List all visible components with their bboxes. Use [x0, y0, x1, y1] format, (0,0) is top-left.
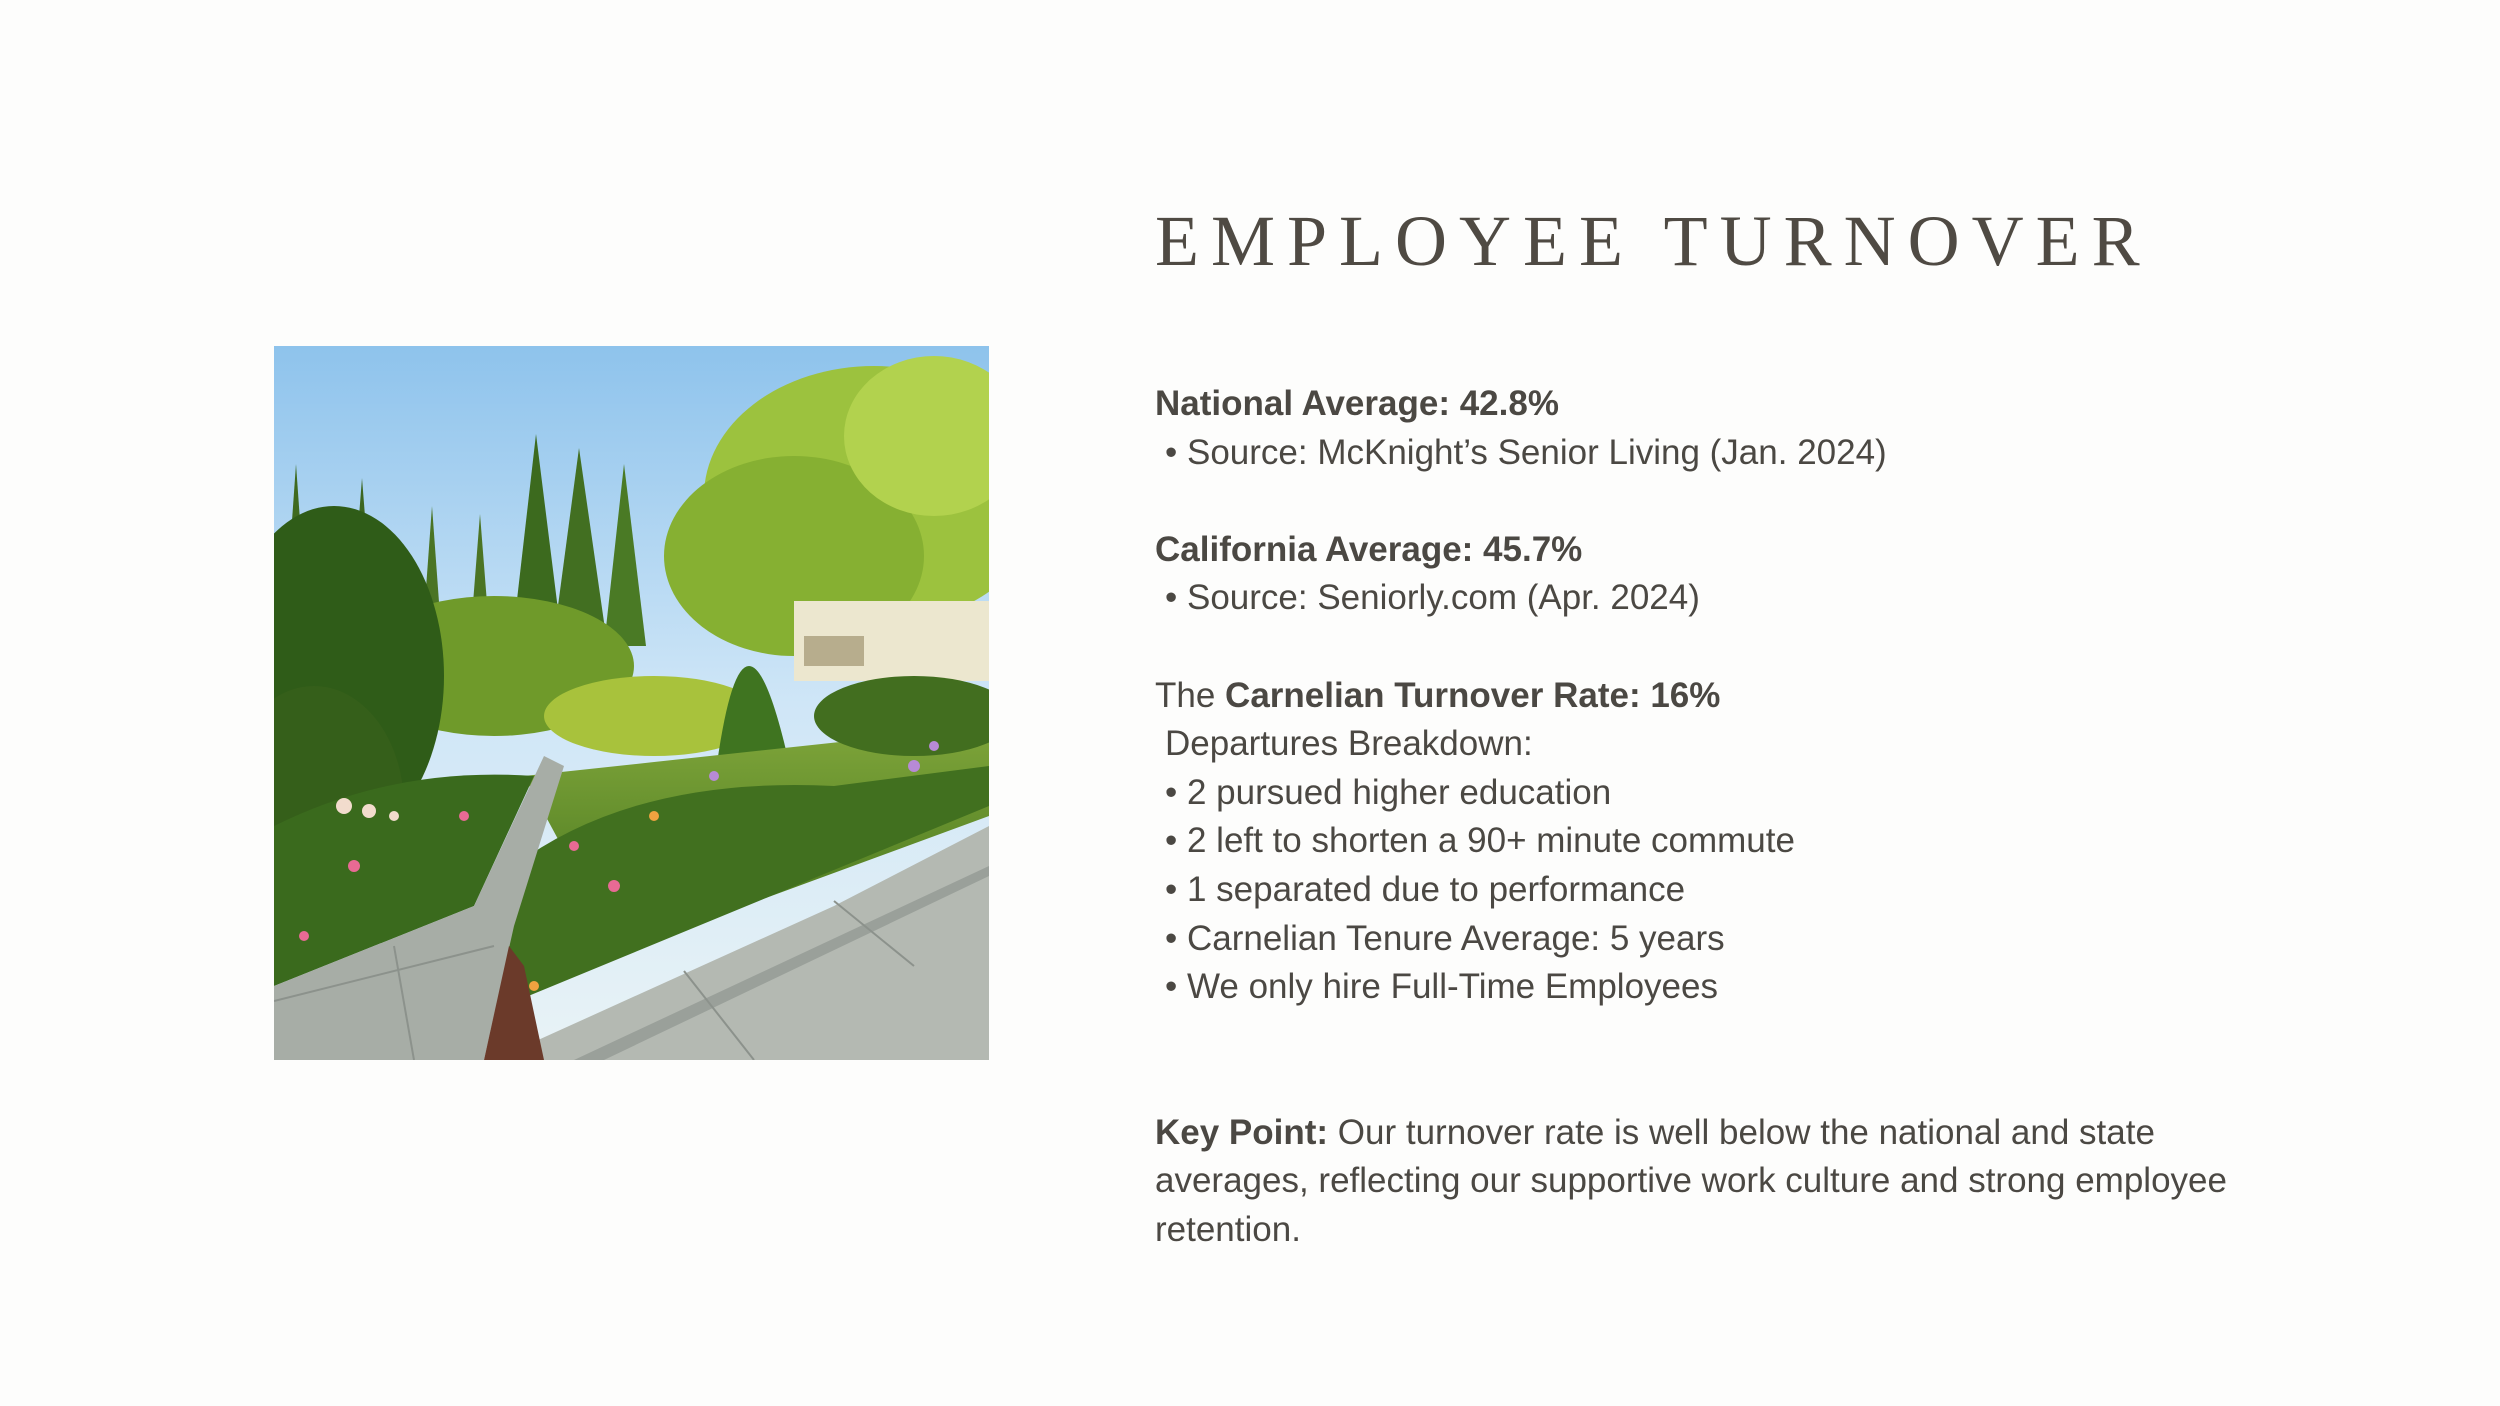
turnover-content — [1155, 380, 2265, 1255]
key-point — [1155, 1109, 2265, 1255]
national-average: National Average: 42.8% — [1155, 384, 1559, 423]
hiring-bullet: • We only hire Full-Time Employees — [1165, 967, 1718, 1007]
key-point-label: Key Point: — [1155, 1112, 1329, 1152]
carnelian-prefix: The — [1155, 675, 1226, 715]
garden-photo — [274, 346, 989, 1060]
slide-title: EMPLOYEE TURNOVER — [1155, 201, 2152, 281]
departure-bullet: • 1 separated due to performance — [1165, 869, 1686, 909]
departure-bullet: • 2 left to shorten a 90+ minute commute — [1165, 821, 1795, 861]
tenure-bullet: • Carnelian Tenure Average: 5 years — [1165, 918, 1725, 958]
departures-heading: Departures Breakdown: — [1165, 724, 1533, 764]
carnelian-rate — [1155, 672, 2265, 721]
national-source: • Source: McKnight’s Senior Living (Jan. 2024) — [1165, 432, 1887, 472]
key-point-text: Our turnover rate is well below the national and state averages, reflecting our supportive work culture and strong employee retention. — [1155, 1112, 2227, 1249]
california-source: • Source: Seniorly.com (Apr. 2024) — [1165, 578, 1700, 618]
carnelian-rate-label: Carnelian Turnover Rate: 16% — [1225, 675, 1721, 715]
california-average: California Average: 45.7% — [1155, 529, 1583, 569]
departure-bullet: • 2 pursued higher education — [1165, 772, 1612, 812]
